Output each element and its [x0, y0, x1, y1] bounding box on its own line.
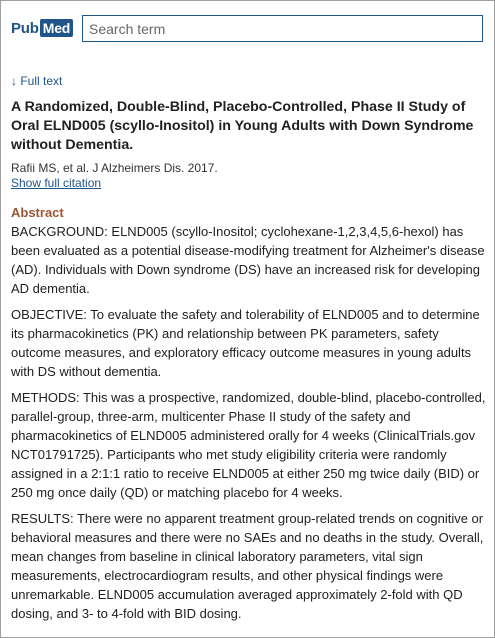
- logo-pub-text: Pub: [11, 19, 39, 37]
- article-content: [11, 73, 486, 630]
- logo-med-text: Med: [40, 19, 73, 37]
- header: [1, 1, 494, 57]
- abstract-body: [11, 222, 486, 623]
- citation: Rafii MS, et al. J Alzheimers Dis. 2017.: [11, 161, 218, 175]
- abstract-background: BACKGROUND: ELND005 (scyllo-Inositol; cyclohexane-1,2,3,4,5,6-hexol) has been evaluated as a potential disease-modifying treatment for Alzheimer's disease (AD). Individuals with Down syndrome (DS) have an increased risk for developing AD dementia.: [11, 224, 485, 296]
- abstract-results: RESULTS: There were no apparent treatment group-related trends on cognitive or behavioral measures and there were no SAEs and no deaths in the study. Overall, mean changes from baseline in clinical laboratory parameters, vital sign measurements, electrocardiogram results, and other physical findings were unremarkable. ELND005 accumulation averaged approximately 2-fold with QD dosing, and 3- to 4-fold with BID dosing.: [11, 511, 484, 621]
- show-full-citation-link[interactable]: Show full citation: [11, 176, 102, 190]
- search-input[interactable]: [82, 15, 483, 42]
- abstract-heading: Abstract: [11, 205, 64, 220]
- article-title: A Randomized, Double-Blind, Placebo-Controlled, Phase II Study of Oral ELND005 (scyllo-Inositol) in Young Adults with Down Syndrome without Dementia.: [11, 99, 474, 153]
- abstract-objective: OBJECTIVE: To evaluate the safety and tolerability of ELND005 and to determine its pharmacokinetics (PK) and relationship between PK parameters, safety outcome measures, and exploratory efficacy outcome measures in young adults with DS without dementia.: [11, 307, 480, 379]
- full-text-link[interactable]: ↓ Full text: [11, 74, 63, 88]
- abstract-methods: METHODS: This was a prospective, randomized, double-blind, placebo-controlled, parallel-group, three-arm, multicenter Phase II study of the safety and pharmacokinetics of ELND005 administered orally for 4 weeks (ClinicalTrials.gov NCT01791725). Participants who met study eligibility criteria were randomly assigned in a 2:1:1 ratio to receive ELND005 at either 250 mg twice daily (BID) or 250 mg once daily (QD) or matching placebo for 4 weeks.: [11, 390, 486, 500]
- pubmed-logo[interactable]: [11, 16, 73, 40]
